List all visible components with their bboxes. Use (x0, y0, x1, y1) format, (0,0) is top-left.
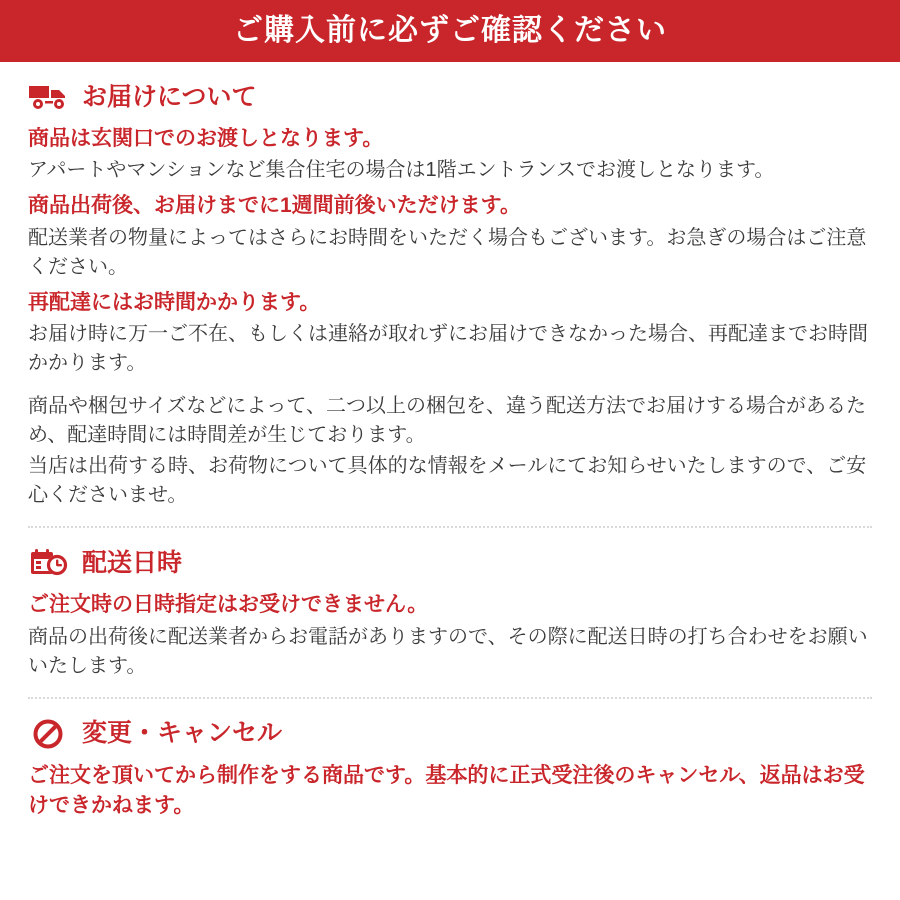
section-delivery-line-1: 商品は玄関口でのお渡しとなります。 (28, 127, 384, 150)
page-header-banner (0, 0, 900, 62)
content-area (0, 62, 900, 838)
section-delivery-line-8: 当店は出荷する時、お荷物について具体的な情報をメールにてお知らせいたしますので、ご安心くださいませ。 (28, 455, 867, 507)
section-change-cancel-line-1: ご注文を頂いてから制作をする商品です。基本的に正式受注後のキャンセル、返品はお受けできかねます。 (28, 763, 865, 818)
section-delivery-datetime-line-1: ご注文時の日時指定はお受けできません。 (28, 593, 429, 617)
section-delivery (28, 62, 872, 526)
section-delivery-line-5: 再配達にはお時間かかります。 (28, 290, 321, 314)
section-delivery-datetime-line-2: 商品の出荷後に配送業者からお電話がありますので、その際に配送日時の打ち合わせをお願いいたします。 (28, 625, 868, 677)
section-delivery-head (28, 80, 872, 114)
section-delivery-line-3: 商品出荷後、お届けまでに1週間前後いただけます。 (28, 194, 521, 218)
section-change-cancel-head (28, 717, 872, 751)
section-delivery-line-6: お届け時に万一ご不在、もしくは連絡が取れずにお届けできなかった場合、再配達までお時間かかります。 (28, 323, 868, 375)
section-change-cancel-title: 変更・キャンセル (82, 719, 283, 748)
section-delivery-line-2: アパートやマンションなど集合住宅の場合は1階エントランスでお渡しとなります。 (28, 159, 775, 182)
section-delivery-datetime (28, 526, 872, 696)
truck-icon (28, 80, 70, 114)
section-delivery-datetime-head (28, 546, 872, 580)
page-title: ご購入前に必ずご確認ください (233, 14, 667, 47)
calendar-clock-icon (28, 546, 70, 580)
section-delivery-line-4: 配送業者の物量によってはさらにお時間をいただく場合もございます。お急ぎの場合はご注意ください。 (28, 226, 867, 278)
section-delivery-line-7: 商品や梱包サイズなどによって、二つ以上の梱包を、違う配送方法でお届けする場合があるため、配達時間には時間差が生じております。 (28, 395, 866, 447)
section-delivery-title: お届けについて (82, 82, 257, 111)
section-delivery-datetime-title: 配送日時 (82, 548, 183, 577)
no-entry-icon (28, 717, 70, 751)
section-change-cancel (28, 697, 872, 838)
